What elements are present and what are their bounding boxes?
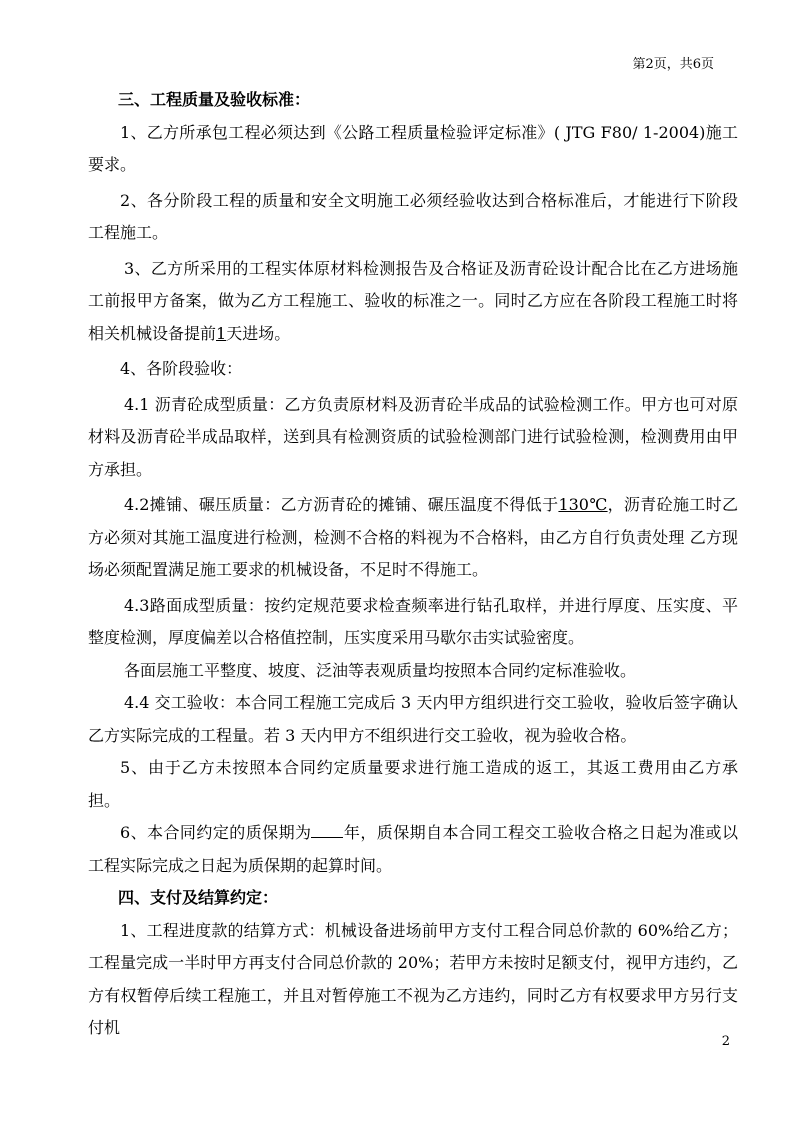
paragraph-3-4-2 [88, 489, 738, 587]
page-header: 第2页，共6页 [632, 57, 714, 72]
paragraph-3-6-text-a: 6、本合同约定的质保期为 [120, 823, 312, 842]
paragraph-3-2: 2、各分阶段工程的质量和安全文明施工必须经验收达到合格标准后，才能进行下阶段工程施工。 [88, 190, 738, 242]
page-number: 2 [721, 1034, 730, 1049]
document-body [88, 84, 738, 1045]
paragraph-3-6-text-b: 年，质保期自本合同工程交工验收合格之日起为准或以工程实际完成之日起为质保期的起算时间。 [88, 823, 738, 875]
warranty-years-blank [311, 823, 343, 838]
advance-days-value: 1 [216, 323, 227, 343]
paragraph-3-5: 5、由于乙方未按照本合同约定质量要求进行施工造成的返工，其返工费用由乙方承担。 [88, 758, 738, 810]
section-3-title: 三、工程质量及验收标准： [118, 90, 311, 109]
paragraph-3-1: 1、乙方所承包工程必须达到《公路工程质量检验评定标准》( JTG F80/ 1-2004)施工要求。 [88, 122, 738, 174]
paragraph-3-4-2-text-a: 4.2摊铺、碾压质量：乙方沥青砼的摊铺、碾压温度不得低于 [124, 495, 559, 514]
paragraph-3-3 [88, 253, 738, 351]
paragraph-3-4-3-b: 各面层施工平整度、坡度、泛油等表观质量均按照本合同约定标准验收。 [124, 660, 637, 680]
paragraph-3-3-text-b: 天进场。 [226, 323, 291, 343]
paragraph-3-4: 4、各阶段验收： [120, 359, 243, 378]
paragraph-3-6 [88, 817, 738, 882]
paragraph-3-4-1: 4.1 沥青砼成型质量：乙方负责原材料及沥青砼半成品的试验检测工作。甲方也可对原材料及沥青砼半成品取样，送到具有检测资质的试验检测部门进行试验检测，检测费用由甲方承担。 [88, 394, 738, 479]
paragraph-3-4-2-text-b: ，沥青砼施工时乙方必须对其施工温度进行检测，检测不合格的料视为不合格料，由乙方自行负责处理 乙方现场必须配置满足施工要求的机械设备，不足时不得施工。 [88, 495, 738, 579]
min-temperature-value: 130℃ [558, 495, 608, 514]
paragraph-3-4-4: 4.4 交工验收：本合同工程施工完成后 3 天内甲方组织进行交工验收，验收后签字确认乙方实际完成的工程量。若 3 天内甲方不组织进行交工验收，视为验收合格。 [88, 693, 738, 745]
paragraph-4-1: 1、工程进度款的结算方式：机械设备进场前甲方支付工程合同总价款的 60%给乙方；工程量完成一半时甲方再支付合同总价款的 20%；若甲方未按时足额支付，视甲方违约，乙方有权暂停后续工程施工，并且对暂停施工不视为乙方违约，同时乙方有权要求甲方另行支付机 [88, 920, 738, 1037]
section-4-title: 四、支付及结算约定： [118, 888, 279, 907]
paragraph-3-4-3: 4.3路面成型质量：按约定规范要求检查频率进行钻孔取样，并进行厚度、压实度、平整度检测，厚度偏差以合格值控制，压实度采用马歇尔击实试验密度。 [88, 595, 738, 647]
paragraph-3-3-text-a: 3、乙方所采用的工程实体原材料检测报告及合格证及沥青砼设计配合比在乙方进场施工前报甲方备案，做为乙方工程施工、验收的标准之一。同时乙方应在各阶段工程施工时将相关机械设备提前 [88, 258, 738, 343]
